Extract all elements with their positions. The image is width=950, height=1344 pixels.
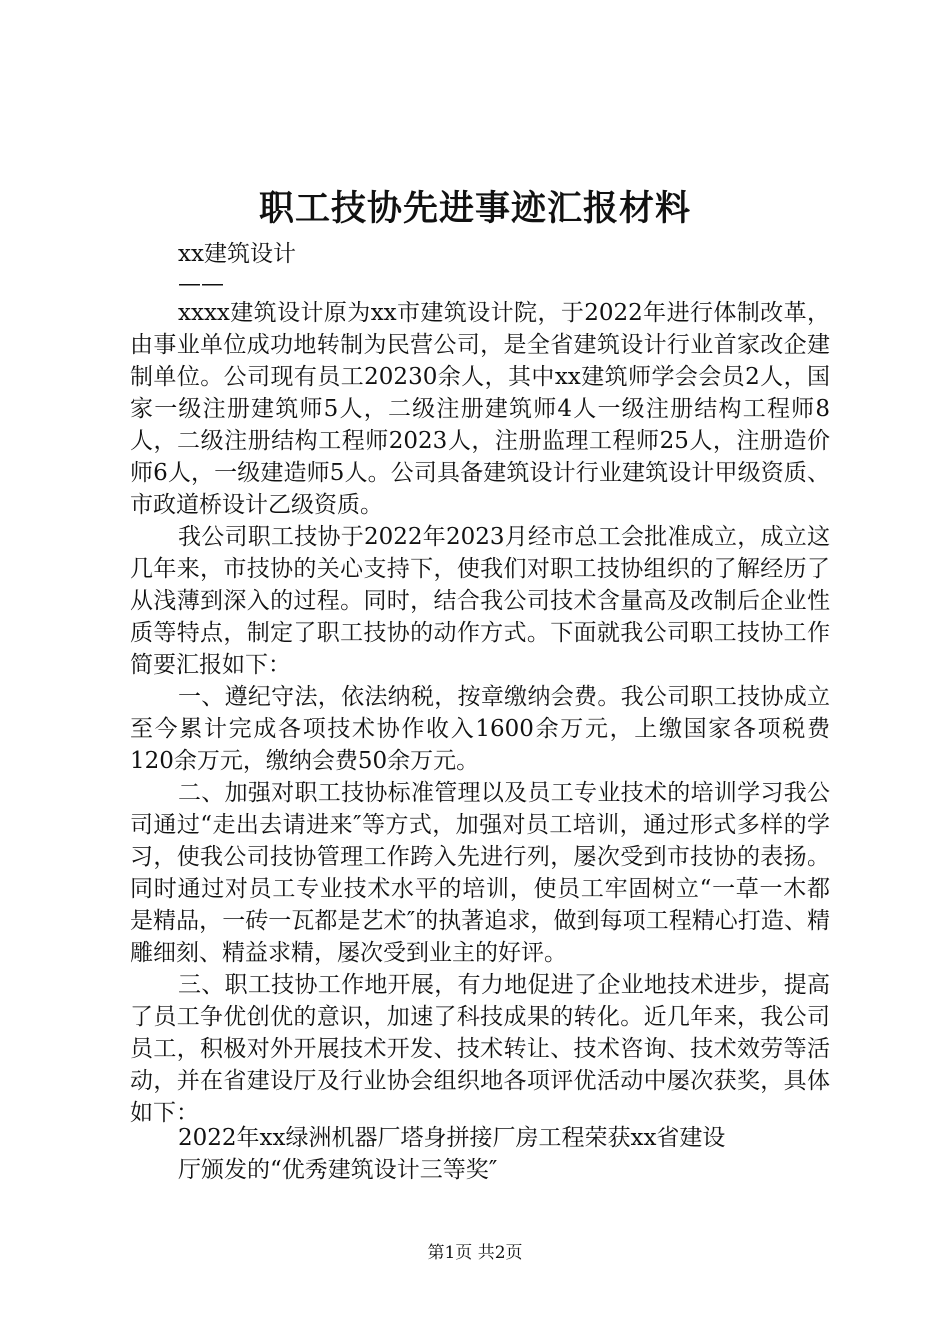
- paragraph-association-founding: 我公司职工技协于2022年2023月经市总工会批准成立，成立这几年来，市技协的关心支持下，使我们对职工技协组织的了解经历了从浅薄到深入的过程。同时，结合我公司技术含量高及改制后企业性质等特点，制定了职工技协的动作方式。下面就我公司职工技协工作简要汇报如下：: [130, 524, 830, 678]
- subtitle-dash: ——: [178, 271, 224, 297]
- document-title: 职工技协先进事迹汇报材料: [258, 188, 691, 229]
- award-line-1: 2022年xx绿洲机器厂塔身拼接厂房工程荣获xx省建设: [178, 1125, 726, 1151]
- paragraph-section-three: 三、职工技协工作地开展，有力地促进了企业地技术进步，提高了员工争优创优的意识，加速了科技成果的转化。近几年来，我公司员工，积极对外开展技术开发、技术转让、技术咨询、技术效劳等活动，并在省建设厅及行业协会组织地各项评优活动中屡次获奖，具体如下：: [130, 972, 830, 1126]
- paragraph-section-two: 二、加强对职工技协标准管理以及员工专业技术的培训学习我公司通过“走出去请进来″等方式，加强对员工培训，通过形式多样的学习，使我公司技协管理工作跨入先进行列，屡次受到市技协的表扬。同时通过对员工专业技术水平的培训，使员工牢固树立“一草一木都是精品，一砖一瓦都是艺术″的执著追求，做到每项工程精心打造、精雕细刻、精益求精，屡次受到业主的好评。: [130, 780, 830, 966]
- document-subtitle: xx建筑设计: [178, 241, 296, 267]
- page-number-footer: 第1页 共2页: [427, 1243, 523, 1263]
- document-body: [130, 297, 830, 1129]
- paragraph-company-intro: xxxx建筑设计原为xx市建筑设计院，于2022年进行体制改革，由事业单位成功地转制为民营公司，是全省建筑设计行业首家改企建制单位。公司现有员工20230余人，其中xx建筑师学会会员2人，国家一级注册建筑师5人，二级注册建筑师4人一级注册结构工程师8人，二级注册结构工程师2023人，注册监理工程师25人，注册造价师6人，一级建造师5人。公司具备建筑设计行业建筑设计甲级资质、市政道桥设计乙级资质。: [130, 300, 830, 518]
- award-line-2: 厅颁发的“优秀建筑设计三等奖″: [178, 1157, 498, 1183]
- paragraph-section-one: 一、遵纪守法，依法纳税，按章缴纳会费。我公司职工技协成立至今累计完成各项技术协作收入1600余万元，上缴国家各项税费120余万元，缴纳会费50余万元。: [130, 684, 830, 774]
